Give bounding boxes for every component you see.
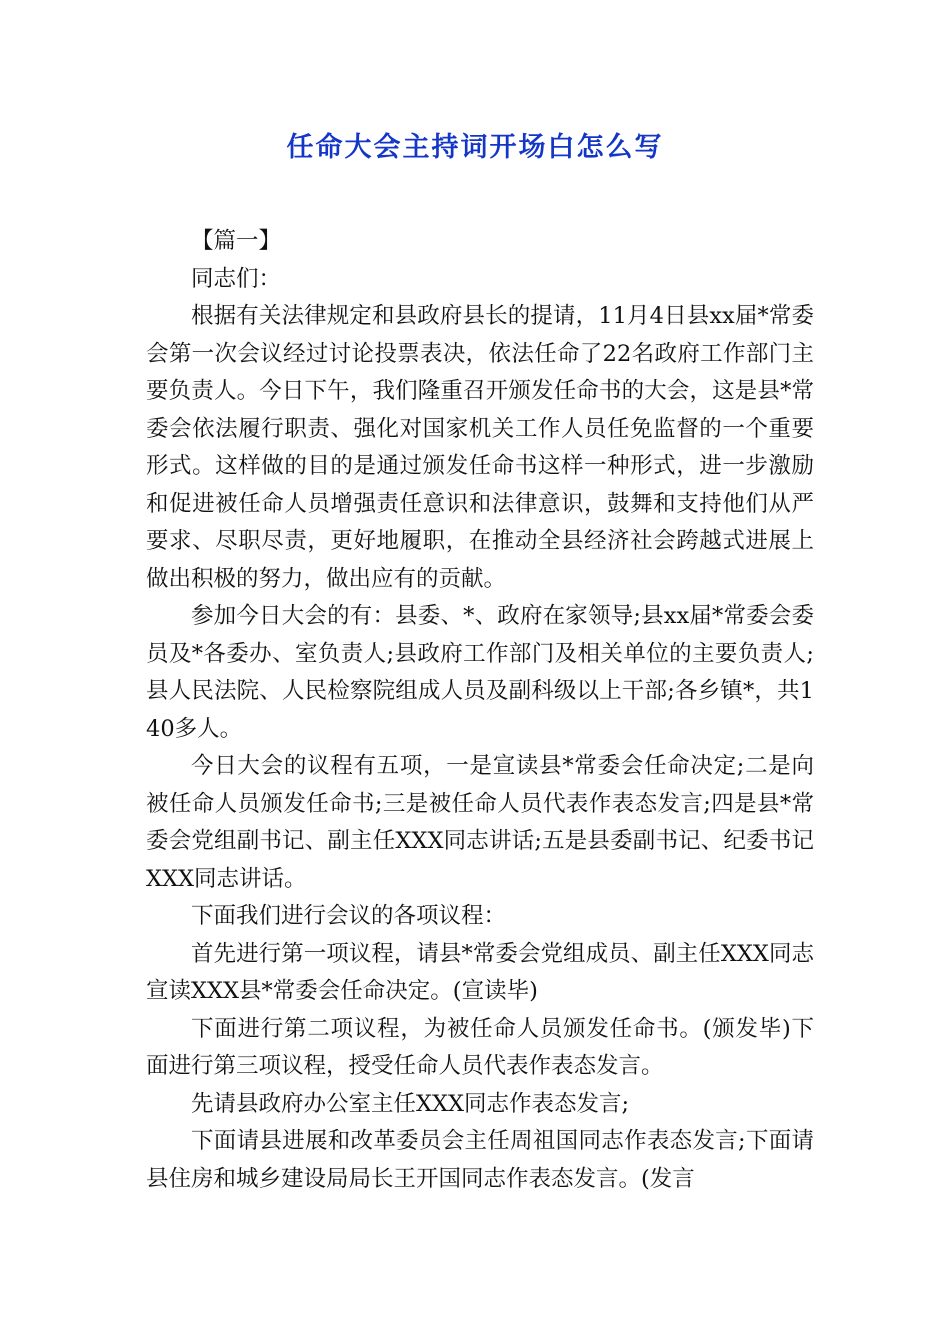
paragraph: 先请县政府办公室主任XXX同志作表态发言;	[191, 1090, 630, 1117]
paragraph: 参加今日大会的有：县委、*、政府在家领导;县xx届*常委会委员及*各委办、室负责人;县政府工作部门及相关单位的主要负责人;县人民法院、人民检察院组成人员及副科级以上干部;各乡镇*，共140多人。	[146, 603, 814, 742]
document-title: 任命大会主持词开场白怎么写	[286, 132, 664, 163]
paragraph: 根据有关法律规定和县政府县长的提请，11月4日县xx届*常委会第一次会议经过讨论投票表决，依法任命了22名政府工作部门主要负责人。今日下午，我们隆重召开颁发任命书的大会，这是县*常委会依法履行职责、强化对国家机关工作人员任免监督的一个重要形式。这样做的目的是通过颁发任命书这样一种形式，进一步激励和促进被任命人员增强责任意识和法律意识，鼓舞和支持他们从严要求、尽职尽责，更好地履职，在推动全县经济社会跨越式进展上做出积极的努力，做出应有的贡献。	[146, 303, 814, 592]
paragraph: 下面请县进展和改革委员会主任周祖国同志作表态发言;下面请县住房和城乡建设局局长王开国同志作表态发言。(发言	[146, 1128, 814, 1192]
paragraph: 首先进行第一项议程，请县*常委会党组成员、副主任XXX同志宣读XXX县*常委会任命决定。(宣读毕)	[146, 940, 814, 1004]
paragraph: 下面我们进行会议的各项议程：	[191, 903, 507, 929]
paragraph: 下面进行第二项议程，为被任命人员颁发任命书。(颁发毕)下面进行第三项议程，授受任命人员代表作表态发言。	[146, 1015, 814, 1079]
paragraph: 今日大会的议程有五项，一是宣读县*常委会任命决定;二是向被任命人员颁发任命书;三是被任命人员代表作表态发言;四是县*常委会党组副书记、副主任XXX同志讲话;五是县委副书记、纪委书记XXX同志讲话。	[146, 753, 814, 892]
salutation: 同志们：	[191, 265, 282, 292]
document-body	[146, 223, 814, 1198]
section-heading: 【篇一】	[191, 228, 282, 254]
